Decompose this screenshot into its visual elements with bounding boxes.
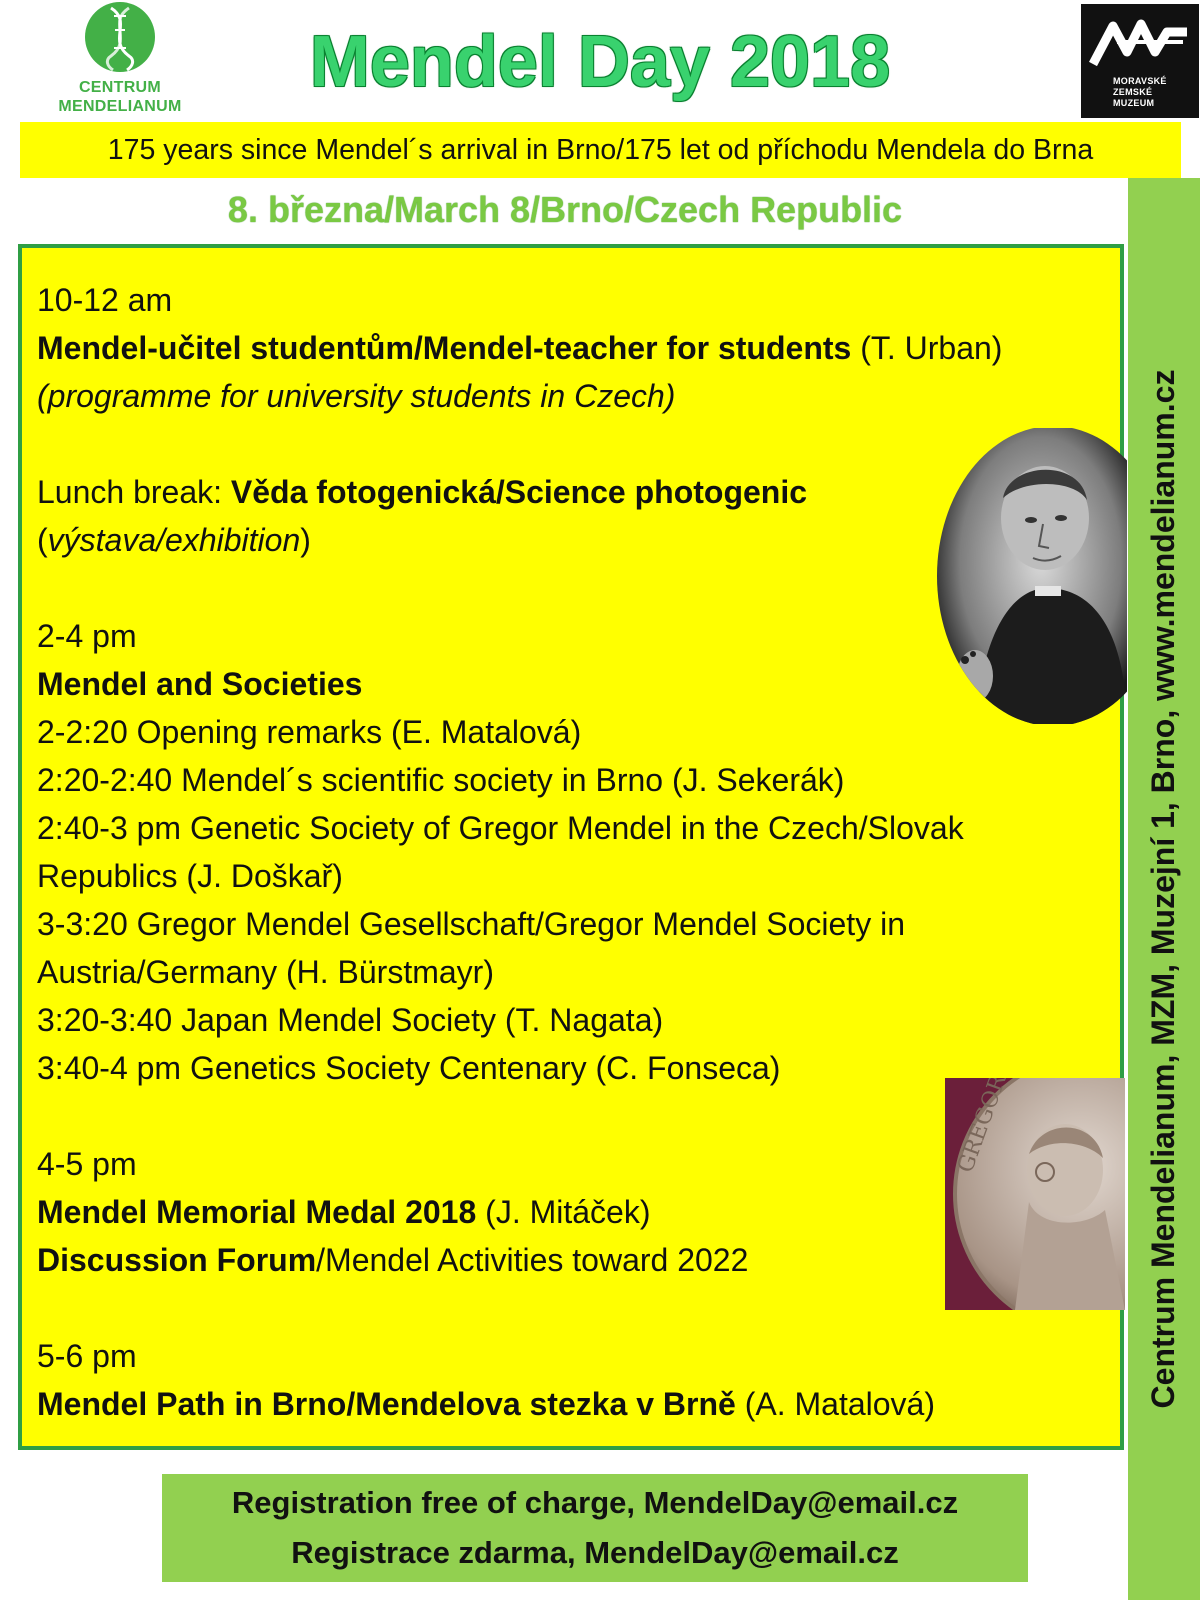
exhibition-note: (výstava/exhibition) <box>37 522 311 558</box>
list-item: Austria/Germany (H. Bürstmayr) <box>37 954 494 990</box>
logo-text-line2: MENDELIANUM <box>58 98 182 115</box>
exhibition-title: Věda fotogenická/Science photogenic <box>230 474 808 510</box>
list-item: 2:20-2:40 Mendel´s scientific society in Brno (J. Sekerák) <box>37 762 845 798</box>
registration-box <box>162 1474 1028 1582</box>
mendel-medal-image <box>945 1078 1125 1310</box>
session-title: Mendel and Societies <box>37 666 363 702</box>
session-time: 5-6 pm <box>37 1338 137 1374</box>
mzm-text-line3: MUZEUM <box>1113 98 1155 108</box>
session-title: Mendel Memorial Medal 2018 <box>37 1194 477 1230</box>
mzm-text-line2: ZEMSKÉ <box>1113 87 1153 97</box>
date-location-line: 8. března/March 8/Brno/Czech Republic <box>227 189 903 230</box>
dna-circle-icon <box>83 0 157 74</box>
registration-line-cz: Registrace zdarma, MendelDay@email.cz <box>291 1535 899 1570</box>
session-speaker: (T. Urban) <box>851 330 1003 366</box>
session-title-line <box>37 324 1117 372</box>
session-time: 2-4 pm <box>37 618 137 654</box>
session-speaker: (J. Mitáček) <box>476 1194 651 1230</box>
forum-line: Discussion Forum/Mendel Activities toward 2022 <box>37 1242 749 1278</box>
session-title-line <box>37 1380 1117 1428</box>
registration-line-en: Registration free of charge, MendelDay@email.cz <box>231 1485 959 1520</box>
list-item: Republics (J. Doškař) <box>37 858 343 894</box>
list-item: 3:40-4 pm Genetics Society Centenary (C. Fonseca) <box>37 1050 781 1086</box>
session-time: 4-5 pm <box>37 1146 137 1182</box>
session-note: (programme for university students in Czech) <box>37 378 676 414</box>
session-speaker: (A. Matalová) <box>735 1386 935 1422</box>
page-title: Mendel Day 2018 <box>309 22 891 102</box>
list-item: 3:20-3:40 Japan Mendel Society (T. Nagata) <box>37 1002 664 1038</box>
centrum-mendelianum-logo <box>55 0 185 118</box>
list-item: 2:40-3 pm Genetic Society of Gregor Mendel in the Czech/Slovak <box>37 810 964 846</box>
mzm-emblem-icon <box>1087 12 1193 74</box>
list-item: 2-2:20 Opening remarks (E. Matalová) <box>37 714 582 750</box>
medal-inscription: GREGOR <box>953 1078 1012 1177</box>
subtitle-band: 175 years since Mendel´s arrival in Brno/175 let od příchodu Mendela do Brna <box>20 122 1181 178</box>
lunch-break-line: Lunch break: Věda fotogenická/Science photogenic <box>37 474 808 510</box>
moravian-museum-logo <box>1081 4 1199 118</box>
side-banner-text: Centrum Mendelianum, MZM, Muzejní 1, Brno, www.mendelianum.cz <box>1145 369 1181 1409</box>
mzm-text-line1: MORAVSKÉ <box>1113 76 1167 86</box>
logo-text-line1: CENTRUM <box>78 79 162 96</box>
mendel-portrait-image <box>935 428 1127 724</box>
session-time: 10-12 am <box>37 282 173 318</box>
session-title: Mendel-učitel studentům/Mendel-teacher for students <box>37 330 852 366</box>
session-title: Mendel Path in Brno/Mendelova stezka v Brně <box>37 1386 736 1422</box>
list-item: 3-3:20 Gregor Mendel Gesellschaft/Gregor Mendel Society in <box>37 906 905 942</box>
